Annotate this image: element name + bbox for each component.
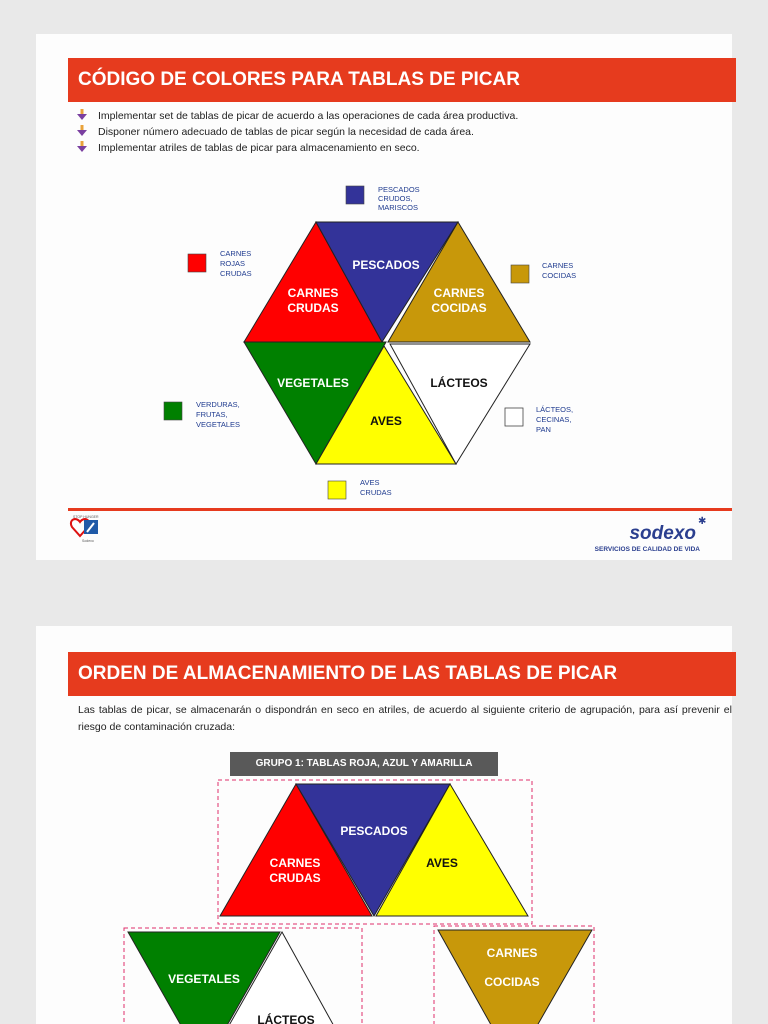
legend-pescados-3: MARISCOS (378, 203, 419, 212)
sodexo-logo (595, 516, 707, 553)
swatch-yellow (328, 481, 346, 499)
swatch-green (164, 402, 182, 420)
swatch-blue (346, 186, 364, 204)
slide-title: CÓDIGO DE COLORES PARA TABLAS DE PICAR (68, 58, 736, 102)
hex-label-lacteos: LÁCTEOS (430, 376, 488, 390)
slide-title: ORDEN DE ALMACENAMIENTO DE LAS TABLAS DE PICAR (68, 652, 736, 696)
storage-groups-diagram (36, 626, 732, 1024)
bullet-text: Implementar set de tablas de picar de acuerdo a las operaciones de cada área productiva. (98, 110, 519, 122)
swatch-white (505, 408, 523, 426)
bullet-text: Implementar atriles de tablas de picar para almacenamiento en seco. (98, 142, 420, 154)
label-pescados: PESCADOS (340, 824, 408, 838)
hex-label-carnes-cocidas-1: CARNES (433, 286, 485, 300)
legend-pescados-2: CRUDOS, (378, 194, 413, 203)
label-carnes-cocidas-2: COCIDAS (484, 975, 540, 989)
hex-label-carnes-cocidas-2: COCIDAS (431, 301, 487, 315)
hex-label-pescados: PESCADOS (352, 258, 420, 272)
label-carnes-cocidas-1: CARNES (486, 946, 538, 960)
label-lacteos: LÁCTEOS (257, 1013, 315, 1024)
hex-label-aves: AVES (370, 414, 402, 428)
swatch-gold (511, 265, 529, 283)
legend-verduras-1: VERDURAS, (196, 400, 240, 409)
legend-verduras-3: VEGETALES (196, 420, 241, 429)
legend-carnes-cocidas-2: COCIDAS (542, 271, 577, 280)
footer-line (68, 508, 732, 511)
label-carnes-crudas-2: CRUDAS (269, 871, 321, 885)
legend-carnes-rojas-3: CRUDAS (220, 269, 252, 278)
legend-carnes-rojas-2: ROJAS (220, 259, 246, 268)
legend-carnes-rojas-1: CARNES (220, 249, 252, 258)
hex-label-carnes-crudas-2: CRUDAS (287, 301, 339, 315)
brand-name: sodexo (629, 523, 696, 544)
hex-label-carnes-crudas-1: CARNES (287, 286, 339, 300)
logo-left-text-2: Sodexo (82, 539, 94, 543)
legend-carnes-cocidas-1: CARNES (542, 261, 574, 270)
legend-lacteos-3: PAN (536, 425, 551, 434)
logo-left-text-1: STOP HUNGER (73, 515, 99, 519)
legend-aves-1: AVES (360, 478, 380, 487)
label-aves: AVES (426, 856, 458, 870)
slide-storage-order (36, 626, 732, 1024)
legend-lacteos-1: LÁCTEOS, (536, 405, 574, 414)
star-icon: ✱ (698, 516, 707, 527)
group1-title: GRUPO 1: TABLAS ROJA, AZUL Y AMARILLA (230, 752, 498, 776)
label-carnes-crudas-1: CARNES (269, 856, 321, 870)
hex-label-vegetales: VEGETALES (277, 376, 349, 390)
legend-aves-2: CRUDAS (360, 488, 392, 497)
intro-paragraph: Las tablas de picar, se almacenarán o dispondrán en seco en atriles, de acuerdo al siguiente criterio de agrupación, para así prevenir el riesgo de contaminación cruzada: (78, 704, 732, 733)
legend-lacteos-2: CECINAS, (536, 415, 572, 424)
brand-tagline: SERVICIOS DE CALIDAD DE VIDA (594, 546, 700, 553)
bullet-text: Disponer número adecuado de tablas de picar según la necesidad de cada área. (98, 126, 474, 138)
stop-hunger-logo (71, 515, 99, 543)
swatch-red (188, 254, 206, 272)
label-vegetales: VEGETALES (168, 972, 240, 986)
legend-verduras-2: FRUTAS, (196, 410, 228, 419)
slide-color-code (36, 34, 732, 560)
legend-pescados-1: PESCADOS (378, 185, 420, 194)
color-hexagon-diagram (36, 34, 732, 560)
